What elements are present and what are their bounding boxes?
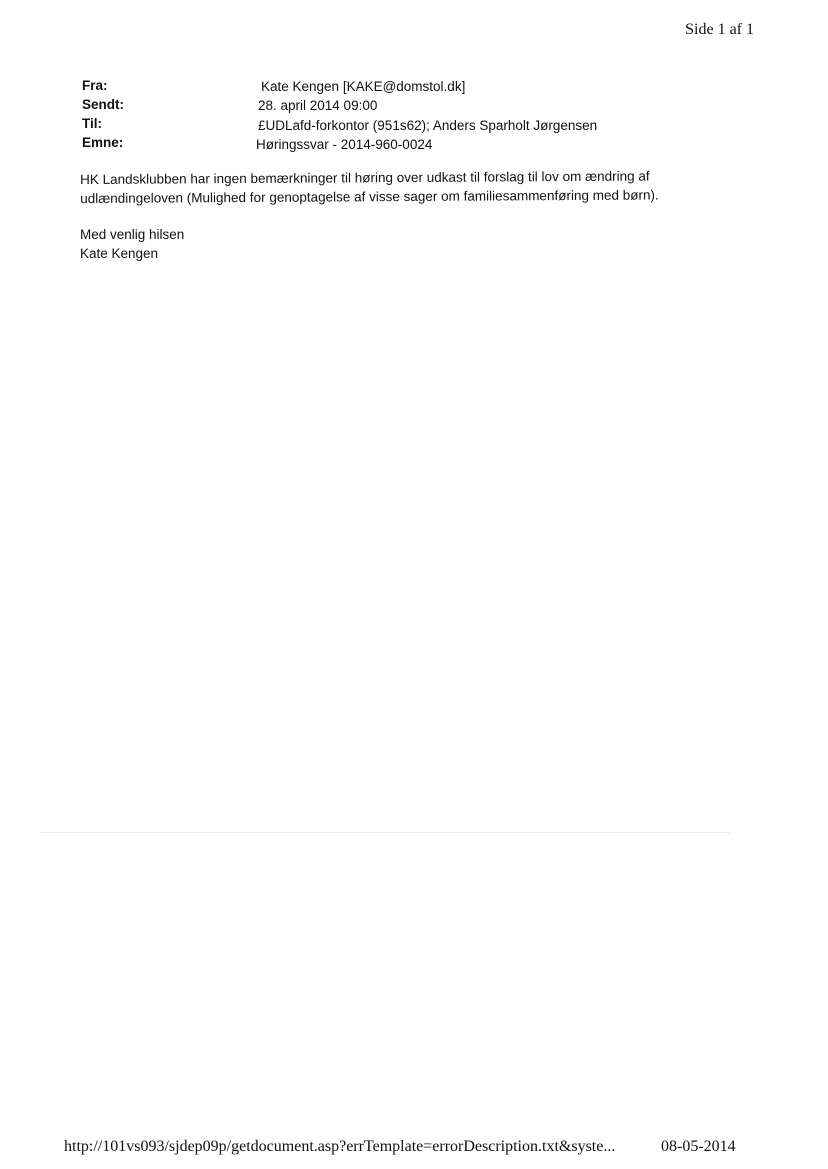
from-label: Fra: <box>82 78 108 93</box>
to-value: £UDLafd-forkontor (951s62); Anders Sparholt Jørgensen <box>258 118 598 133</box>
body-line-1: HK Landsklubben har ingen bemærkninger til høring over udkast til forslag til lov om ændring af <box>80 168 650 187</box>
sent-row <box>80 95 760 114</box>
from-value: Kate Kengen [KAKE@domstol.dk] <box>261 79 466 94</box>
signature-block <box>80 225 184 263</box>
body-line-2: udlændingeloven (Mulighed for genoptagelse af visse sager om familiesammenføring med børn). <box>80 187 659 206</box>
from-row <box>80 76 760 95</box>
to-label: Til: <box>82 116 102 131</box>
sent-value: 28. april 2014 09:00 <box>258 98 378 113</box>
to-row <box>80 114 760 133</box>
signature-name: Kate Kengen <box>80 246 159 261</box>
sent-label: Sendt: <box>82 97 124 112</box>
scan-divider <box>40 832 730 833</box>
footer-url: http://101vs093/sjdep09p/getdocument.asp?errTemplate=errorDescription.txt&syste... <box>64 1138 616 1155</box>
email-header <box>80 76 760 152</box>
signature-closing: Med venlig hilsen <box>80 227 185 242</box>
subject-label: Emne: <box>82 135 124 150</box>
footer-date: 08-05-2014 <box>661 1138 736 1155</box>
subject-row <box>80 133 760 152</box>
page-number: Side 1 af 1 <box>685 21 754 38</box>
email-body <box>80 166 720 208</box>
subject-value: Høringssvar - 2014-960-0024 <box>256 137 433 152</box>
